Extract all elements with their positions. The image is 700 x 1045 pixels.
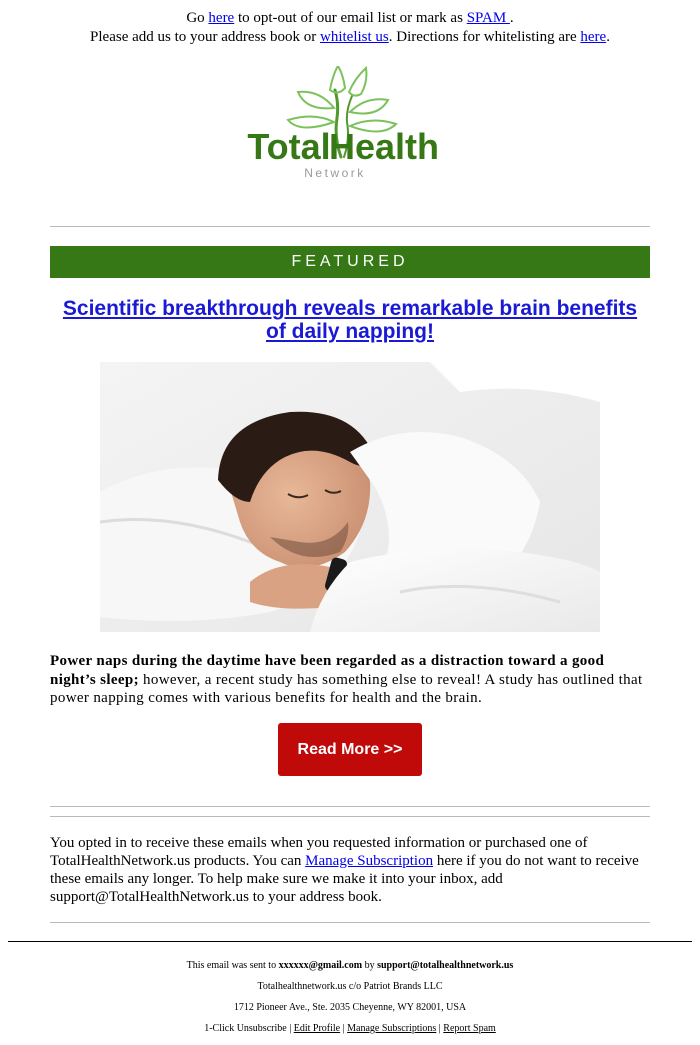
footer-separator: | <box>436 1023 444 1034</box>
footer-separator: | <box>340 1023 348 1034</box>
footer-address: 1712 Pioneer Ave., Ste. 2035 Cheyenne, WY 82001, USA <box>233 1002 467 1013</box>
total-health-network-logo <box>0 66 700 184</box>
manage-subscription-link[interactable]: Manage Subscription <box>305 853 434 869</box>
footer-rule <box>8 941 692 942</box>
footer-sent-by-text: by <box>362 960 378 971</box>
directions-here-link[interactable]: here <box>580 29 607 45</box>
notice-text-end: here if you do not want to receive these emails any longer. To help make sure we make it into your inbox, add support@TotalHealthNetwork.us to your address book. <box>50 853 639 905</box>
footer <box>0 960 700 1044</box>
footer-recipient: xxxxxx@gmail.com <box>278 960 363 971</box>
sleeping-man-photo-icon <box>100 362 600 632</box>
article-headline-link[interactable]: Scientific breakthrough reveals remarkable brain benefits of daily napping! <box>62 297 638 343</box>
optout-text: Go <box>186 10 209 26</box>
footer-links <box>0 1023 700 1044</box>
header-notice <box>0 0 700 47</box>
divider <box>50 226 650 227</box>
whitelist-line <box>0 28 700 47</box>
whitelist-text: Please add us to your address book or <box>90 29 320 45</box>
logo-word-total: Total <box>247 126 331 167</box>
footer-sent-line <box>0 960 700 981</box>
logo-word-network: Network <box>304 166 366 180</box>
divider <box>50 922 650 923</box>
divider <box>50 816 650 817</box>
optout-here-link[interactable]: here <box>208 10 235 26</box>
article-lead-bold: Power naps during the daytime have been regarded as a distraction toward a good night’s sleep; <box>50 653 605 688</box>
optout-line <box>0 9 700 28</box>
footer-sender: support@totalhealthnetwork.us <box>377 960 514 971</box>
footer-company: Totalhealthnetwork.us c/o Patriot Brands LLC <box>257 981 443 992</box>
footer-separator: | <box>286 1023 294 1034</box>
footer-unsubscribe[interactable]: 1-Click Unsubscribe <box>204 1023 287 1034</box>
article-summary <box>50 652 650 708</box>
footer-sent-text: This email was sent to <box>186 960 279 971</box>
divider <box>50 806 650 807</box>
whitelist-text-mid: . Directions for whitelisting are <box>388 29 581 45</box>
featured-banner: FEATURED <box>50 246 650 278</box>
optout-text-mid: to opt-out of our email list or mark as <box>234 10 467 26</box>
edit-profile-link[interactable]: Edit Profile <box>293 1023 341 1034</box>
subscription-notice <box>50 834 650 906</box>
report-spam-link[interactable]: Report Spam <box>443 1023 496 1034</box>
spam-link[interactable]: SPAM <box>466 10 510 26</box>
optout-text-end: . <box>509 10 514 26</box>
logo-graphic <box>0 66 700 184</box>
article-photo[interactable] <box>100 362 600 632</box>
whitelist-text-end: . <box>606 29 610 45</box>
read-more-button[interactable]: Read More >> <box>278 723 422 776</box>
article-headline <box>60 297 640 343</box>
article-lead-rest: however, a recent study has something else to reveal! A study has outlined that power napping comes with various benefits for health and the brain. <box>50 671 643 706</box>
logo-word-health: Health <box>328 126 440 167</box>
notice-text: You opted in to receive these emails when you requested information or purchased one of TotalHealthNetwork.us products. You can <box>50 835 588 869</box>
whitelist-link[interactable]: whitelist us <box>320 29 389 45</box>
manage-subscriptions-link[interactable]: Manage Subscriptions <box>347 1023 437 1034</box>
